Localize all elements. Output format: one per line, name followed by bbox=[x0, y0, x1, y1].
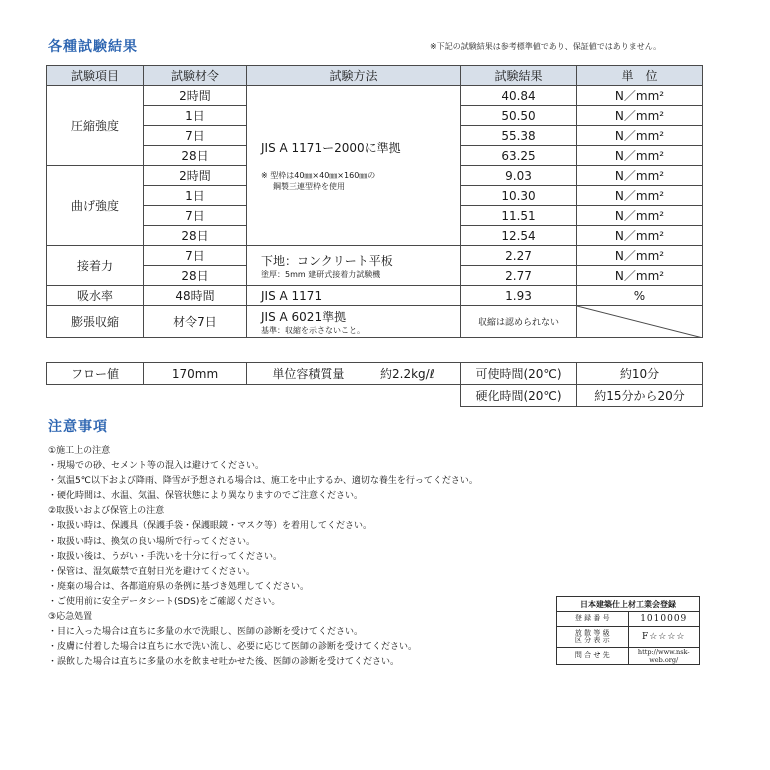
table-row bbox=[47, 86, 703, 106]
table-row bbox=[47, 246, 703, 266]
header-test-age: 試験材令 bbox=[144, 66, 247, 86]
header-test-item: 試験項目 bbox=[47, 66, 144, 86]
header-test-result: 試験結果 bbox=[461, 66, 577, 86]
caution-item: ・ご使用前に安全データシート(SDS)をご確認ください。 bbox=[48, 596, 281, 607]
result-cell: 10.30 bbox=[461, 186, 577, 206]
result-cell: 11.51 bbox=[461, 206, 577, 226]
unit-cell: % bbox=[577, 286, 703, 306]
unit-cell: N／mm² bbox=[577, 266, 703, 286]
diagonal-line-icon bbox=[577, 306, 703, 338]
bending-strength-label: 曲げ強度 bbox=[47, 166, 144, 246]
flow-value: 170mm bbox=[144, 363, 247, 385]
age-cell: 7日 bbox=[144, 206, 247, 226]
density-label: 単位容積質量 bbox=[272, 367, 345, 381]
unit-cell: N／mm² bbox=[577, 146, 703, 166]
result-cell: 収縮は認められない bbox=[461, 306, 577, 338]
unit-cell: N／mm² bbox=[577, 206, 703, 226]
expansion-method-note: 基準：収縮を示さないこと。 bbox=[261, 325, 365, 335]
strength-method-note: ※ 型枠は40㎜×40㎜×160㎜の bbox=[261, 171, 376, 180]
empty-unit-cell bbox=[577, 306, 703, 338]
age-cell: 28日 bbox=[144, 266, 247, 286]
unit-cell: N／mm² bbox=[577, 166, 703, 186]
table-row bbox=[47, 385, 703, 407]
flow-label: フロー値 bbox=[47, 363, 144, 385]
caution-item: ・気温5℃以下および降雨、降雪が予想される場合は、施工を中止するか、適切な養生を行ってください。 bbox=[48, 476, 478, 487]
test-results-table bbox=[46, 65, 703, 338]
result-cell: 9.03 bbox=[461, 166, 577, 186]
caution-item: ・取扱い時は、換気の良い場所で行ってください。 bbox=[48, 536, 256, 547]
age-cell: 2時間 bbox=[144, 86, 247, 106]
header-unit: 単 位 bbox=[577, 66, 703, 86]
caution-item: ・保管は、湿気厳禁で直射日光を避けてください。 bbox=[48, 566, 256, 577]
disclaimer-note: ※下記の試験結果は参考標準値であり、保証値ではありません。 bbox=[430, 42, 662, 51]
grade-label-line: 放 散 等 級 bbox=[574, 628, 610, 637]
caution-section-heading: ①施工上の注意 bbox=[48, 446, 111, 456]
result-cell: 63.25 bbox=[461, 146, 577, 166]
result-cell: 12.54 bbox=[461, 226, 577, 246]
unit-cell: N／mm² bbox=[577, 246, 703, 266]
caution-item: ・皮膚に付着した場合は直ちに水で洗い流し、必要に応じて医師の診断を受けてください。 bbox=[48, 642, 418, 653]
unit-cell: N／mm² bbox=[577, 186, 703, 206]
density-cell bbox=[247, 363, 461, 385]
age-cell: 1日 bbox=[144, 106, 247, 126]
hardening-value: 約15分から20分 bbox=[577, 385, 703, 407]
caution-section-heading: ②取扱いおよび保管上の注意 bbox=[48, 506, 165, 517]
adhesion-label: 接着力 bbox=[47, 246, 144, 286]
expansion-method-cell bbox=[247, 306, 461, 338]
age-cell: 1日 bbox=[144, 186, 247, 206]
age-cell: 7日 bbox=[144, 126, 247, 146]
absorption-label: 吸水率 bbox=[47, 286, 144, 306]
age-cell: 材令7日 bbox=[144, 306, 247, 338]
unit-cell: N／mm² bbox=[577, 226, 703, 246]
unit-cell: N／mm² bbox=[577, 86, 703, 106]
unit-cell: N／mm² bbox=[577, 126, 703, 146]
table-header-row bbox=[47, 66, 703, 86]
contact-url[interactable]: http://www.nsk-web.org/ bbox=[628, 648, 700, 665]
compressive-strength-label: 圧縮強度 bbox=[47, 86, 144, 166]
header-test-method: 試験方法 bbox=[247, 66, 461, 86]
result-cell: 50.50 bbox=[461, 106, 577, 126]
expansion-label: 膨張収縮 bbox=[47, 306, 144, 338]
result-cell: 1.93 bbox=[461, 286, 577, 306]
pot-life-label: 可使時間(20℃) bbox=[461, 363, 577, 385]
age-cell: 28日 bbox=[144, 226, 247, 246]
contact-label: 問 合 せ 先 bbox=[557, 648, 629, 665]
caution-item: ・取扱い後は、うがい・手洗いを十分に行ってください。 bbox=[48, 551, 283, 562]
absorption-method: JIS A 1171 bbox=[247, 286, 461, 306]
age-cell: 7日 bbox=[144, 246, 247, 266]
table-row bbox=[47, 286, 703, 306]
age-cell: 48時間 bbox=[144, 286, 247, 306]
adhesion-method-cell bbox=[247, 246, 461, 286]
caution-list bbox=[48, 444, 478, 670]
adhesion-method-note: 塗厚：5mm 建研式接着力試験機 bbox=[261, 269, 381, 279]
caution-item: ・硬化時間は、水温、気温、保管状態により異なりますのでご注意ください。 bbox=[48, 491, 364, 502]
hardening-label: 硬化時間(20℃) bbox=[461, 385, 577, 407]
strength-method-text: JIS A 1171ー2000に準拠 bbox=[261, 141, 401, 155]
age-cell: 2時間 bbox=[144, 166, 247, 186]
flow-table bbox=[46, 362, 703, 407]
strength-method-cell bbox=[247, 86, 461, 246]
expansion-method-text: JIS A 6021準拠 bbox=[261, 309, 347, 324]
table-row bbox=[47, 363, 703, 385]
caution-item: ・誤飲した場合は直ちに多量の水を飲ませ吐かせた後、医師の診断を受けてください。 bbox=[48, 657, 400, 668]
registration-title: 日本建築仕上材工業会登録 bbox=[557, 597, 700, 612]
caution-item: ・取扱い時は、保護具（保護手袋・保護眼鏡・マスク等）を着用してください。 bbox=[48, 521, 373, 532]
pot-life-value: 約10分 bbox=[577, 363, 703, 385]
grade-label bbox=[557, 627, 629, 648]
age-cell: 28日 bbox=[144, 146, 247, 166]
density-value: 約2.2kg/ℓ bbox=[380, 367, 435, 381]
caution-section-heading: ③応急処置 bbox=[48, 612, 93, 623]
caution-title: 注意事項 bbox=[48, 419, 108, 435]
emission-grade: F☆☆☆☆ bbox=[628, 627, 700, 648]
grade-label-line: 区 分 表 示 bbox=[574, 636, 610, 644]
strength-method-note: 鋼製三連型枠を使用 bbox=[273, 182, 345, 191]
result-cell: 55.38 bbox=[461, 126, 577, 146]
adhesion-method-text: 下地：コンクリート平板 bbox=[261, 253, 393, 268]
page-title: 各種試験結果 bbox=[48, 39, 138, 55]
result-cell: 40.84 bbox=[461, 86, 577, 106]
table-row bbox=[47, 306, 703, 338]
registration-number-label: 登 録 番 号 bbox=[557, 612, 629, 627]
caution-item: ・目に入った場合は直ちに多量の水で洗眼し、医師の診断を受けてください。 bbox=[48, 627, 364, 638]
registration-number: 1010009 bbox=[628, 612, 700, 627]
caution-item: ・現場での砂、セメント等の混入は避けてください。 bbox=[48, 461, 265, 472]
registration-box bbox=[556, 596, 700, 665]
caution-item: ・廃棄の場合は、各都道府県の条例に基づき処理してください。 bbox=[48, 581, 310, 592]
result-cell: 2.77 bbox=[461, 266, 577, 286]
unit-cell: N／mm² bbox=[577, 106, 703, 126]
result-cell: 2.27 bbox=[461, 246, 577, 266]
